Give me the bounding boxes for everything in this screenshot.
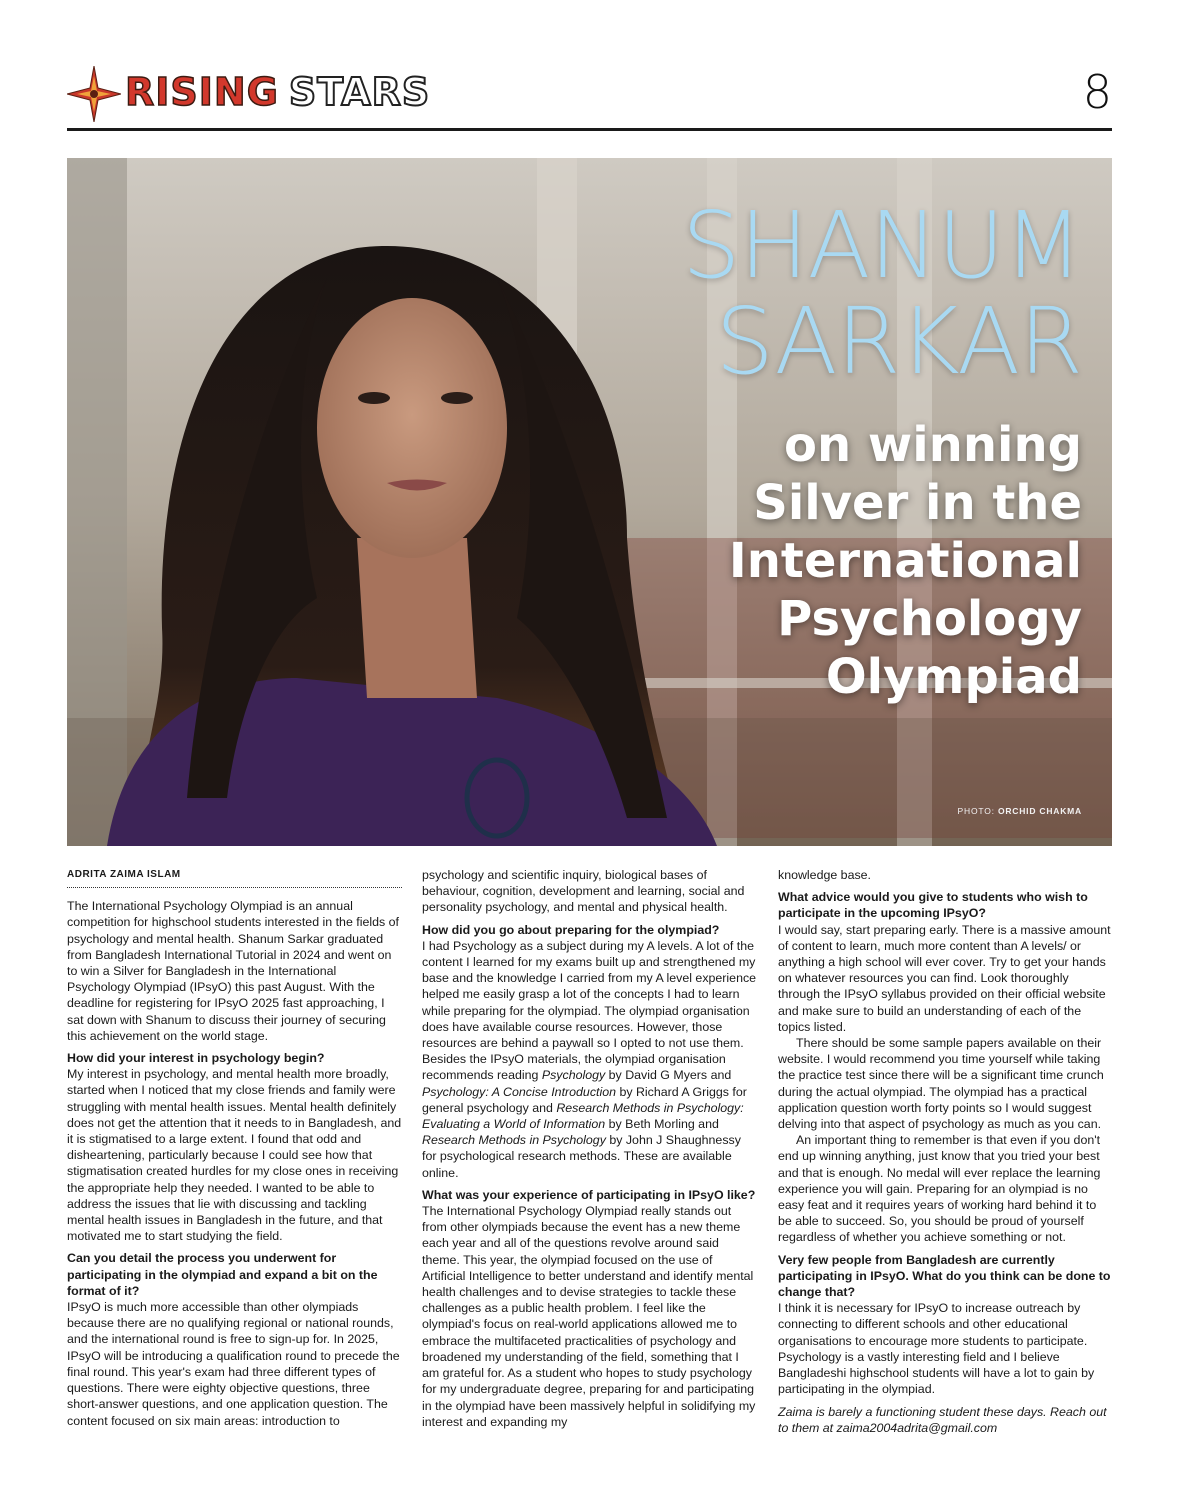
answer-text: by Richard A Griggs for general psychology and [422,1084,747,1115]
subtitle-line: Psychology [777,591,1082,647]
subtitle-line: International [728,533,1082,589]
answer-paragraph: An important thing to remember is that even if you don't end up winning anything, just know that you tried your best and that is enough. No medal will ever replace the learning experience you will gain. Preparing for an olympiad is no easy feat and it requires years of working hard behind it to be able to succeed. So, you should be proud of yourself regardless of whether you achieve something or not. [778,1133,1101,1245]
book-title: Psychology [541,1068,606,1083]
headline-name-last: SARKAR [715,288,1082,395]
question-heading: How did your interest in psychology begin? [67,1051,325,1066]
answer-paragraph: The International Psychology Olympiad really stands out from other olympiads because the event has a new theme each year and all of the questions revolve around said theme. This year, the olympiad focused on the use of Artificial Intelligence to better understand and identify mental health challenges and to devise strategies to tackle these challenges as a public health problem. I feel like the olympiad's focus on real-world applications allowed me to embrace the multifaceted practicalities of psychology and broadened my understanding of the field, something that I am grateful for. As a student who hopes to study psychology for my undergraduate degree, preparing for and participating in the olympiad have been massively helpful in solidifying my interest and expanding my [422,1204,756,1429]
answer-text: by Beth Morling and [605,1117,719,1132]
question-heading: What was your experience of participating in IPsyO like? [422,1187,756,1202]
photo-credit-label: PHOTO: [957,806,995,816]
hero-photo [67,158,1112,846]
answer-paragraph: My interest in psychology, and mental health more broadly, started when I noticed that my close friends and family were struggling with mental health issues. Mental health definitely does not get the attention that it needs to in Bangladesh, and it is stigmatised to a large extent. I found that odd and disheartening, particularly because I could see how that stigmatisation created hurdles for my close ones in receiving the appropriate help they needed. I wanted to be able to address the issues that lie with discussing and tackling mental health issues in Bangladesh in the future, and that motivated me to start studying the field. [67,1067,402,1244]
logo-word-rising: RISING [125,70,279,114]
section-logo [125,70,430,114]
question-heading: How did you go about preparing for the olympiad? [422,922,720,937]
logo-word-stars: STARS [288,70,431,114]
headline-subtitle [729,416,1082,706]
article-column-3 [778,867,1112,1442]
photo-credit-name: ORCHID CHAKMA [997,806,1082,816]
page-number: 8 [1082,65,1112,119]
compass-star-logo-icon [67,66,121,122]
answer-paragraph: I think it is necessary for IPsyO to increase outreach by connecting to different schools and other educational organisations to encourage more students to participate. Psychology is a vastly interesting field and I believe Bangladeshi highschool students will have a lot to gain by participating in the olympiad. [778,1301,1095,1397]
book-title: Psychology: A Concise Introduction [422,1084,616,1099]
subtitle-line: Silver in the [753,475,1082,531]
subtitle-line: Olympiad [825,649,1082,705]
headline-name [681,192,1082,395]
answer-text: I had Psychology as a subject during my A levels. A lot of the content I learned for my exams built up and strengthened my base and the knowledge I carried from my A level experience helped me easily grasp a lot of the concepts I had to learn while preparing for the olympiad. The olympiad organisation does have available course resources. However, those resources are behind a paywall so I opted to not use them. Besides the IPsyO materials, the olympiad organisation recommends reading [422,938,757,1083]
book-title: Research Methods in Psychology: Evaluating a World of Information [422,1100,744,1132]
answer-paragraph: IPsyO is much more accessible than other olympiads because there are no qualifying regional or national rounds, and the international round is free to sign-up for. In 2025, IPsyO will be introducing a qualification round to precede the final round. This year's exam had three different types of questions. There were eighty objective questions, three short-answer questions, and one application question. The content focused on six main areas: introduction to [67,1300,400,1428]
headline-name-first: SHANUM [681,192,1082,299]
question-heading: Can you detail the process you underwent for participating in the olympiad and expand a bit on the format of it? [67,1251,378,1298]
subtitle-line: on winning [784,417,1082,473]
answer-paragraph: There should be some sample papers available on their website. I would recommend you time yourself while taking the practice test since there will be a significant time crunch during the actual olympiad. The olympiad has a practical application question worth forty points so I would suggest delving into that aspect of psychology as much as you can. [778,1036,1104,1132]
author-note: Zaima is barely a functioning student these days. Reach out to them at zaima2004adrita@gmail.com [778,1404,1107,1435]
answer-text: by David G Myers and [605,1068,732,1083]
question-heading: What advice would you give to students who wish to participate in the upcoming IPsyO? [778,890,1088,921]
book-title: Research Methods in Psychology [422,1133,606,1148]
header-rule [67,128,1112,131]
answer-paragraph [422,938,758,1181]
question-heading: Very few people from Bangladesh are currently participating in IPsyO. What do you think can be done to change that? [778,1252,1111,1300]
answer-text: by John J Shaughnessy for psychological research methods. These are available online. [422,1133,741,1180]
masthead [67,64,1112,130]
answer-paragraph: psychology and scientific inquiry, biological bases of behaviour, cognition, development and learning, social and personality psychology, and mental and physical health. [422,868,745,915]
intro-paragraph: The International Psychology Olympiad is an annual competition for highschool students interested in the fields of psychology and mental health. Shanum Sarkar graduated from Bangladesh International Tutorial in 2024 and went on to win a Silver for Bangladesh in the International Psychology Olympiad (IPsyO) this past August. With the deadline for registering for IPsyO 2025 fast approaching, I sat down with Shanum to discuss their journey of securing this achievement on the world stage. [67,899,399,1043]
article-column-1 [67,867,402,1435]
photo-credit [958,806,1082,816]
article-column-2 [422,867,758,1436]
answer-paragraph: knowledge base. [778,868,871,882]
answer-paragraph: I would say, start preparing early. There is a massive amount of content to learn, much more content than A levels/ or anything a high school will ever cover. Try to get your hands on whatever resources you can find. Look thoroughly through the IPsyO syllabus provided on their official website and make sure to build an understanding of each of the topics listed. [778,922,1111,1034]
byline: ADRITA ZAIMA ISLAM [67,867,402,888]
